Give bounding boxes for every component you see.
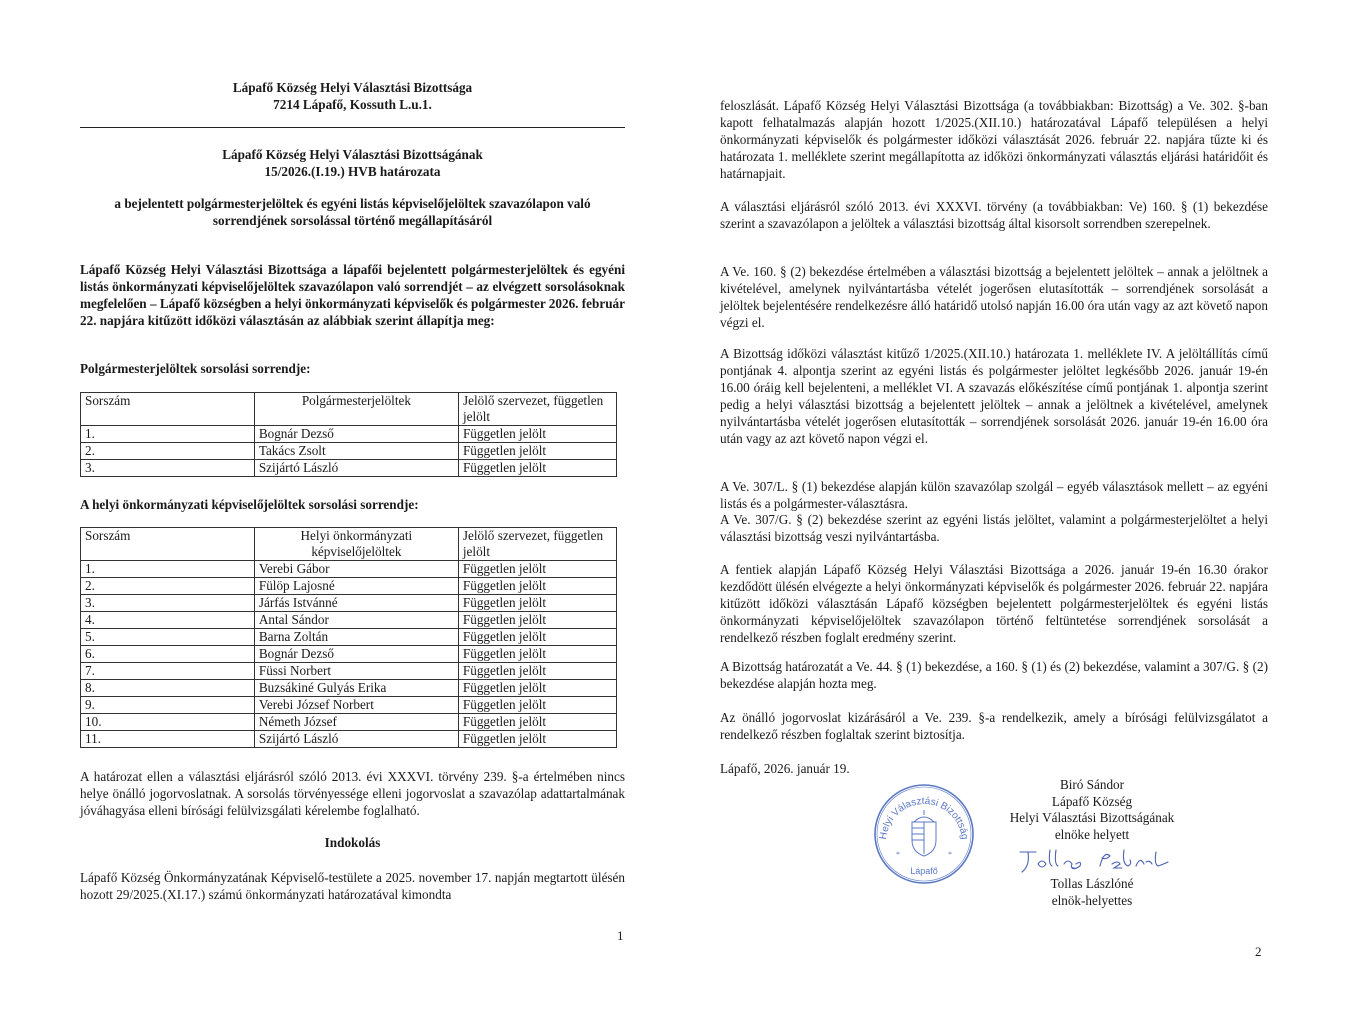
- page-number: 1: [617, 928, 624, 943]
- cell-org: Független jelölt: [458, 612, 616, 629]
- header-cell: Jelölő szervezet, független jelölt: [458, 528, 616, 561]
- cell-org: Független jelölt: [458, 697, 616, 714]
- reasoning-paragraph: Lápafő Község Önkormányzatának Képviselő-testülete a 2025. november 17. napján megtartott ülésén hozott 29/2025.(XI.17.) számú önkormányzati határozatával kimondta: [80, 870, 625, 902]
- remedy-paragraph: A határozat ellen a választási eljárásról szóló 2013. évi XXXVI. törvény 239. §-a értelmében nincs helye önálló jogorvoslatnak. A sorsolás törvényessége elleni jogorvoslat a szavazólap adattartalmának jóváhagyása elleni bírósági felülvizsgálati kérelembe foglalható.: [80, 769, 625, 818]
- paragraph-legal-basis: A Bizottság határozatát a Ve. 44. § (1) bekezdése, a 160. § (1) és (2) bekezdése, valamint a 307/G. § (2) bekezdése alapján hozta meg.: [720, 659, 1268, 691]
- table-row: [81, 646, 617, 663]
- paragraph-ve-160-2: A Ve. 160. § (2) bekezdése értelmében a választási bizottság a bejelentett jelöltek – annak a jelöltnek a kivételével, amelynek nyilvántartásba vételét jogerősen elutasították – sorrendjének sorsolását a jelöltek bejelentésére rendelkezésre álló határidő utolsó napján 16.00 óra után vagy az azt követő napon végzi el.: [720, 264, 1268, 330]
- document-page-2: [677, 0, 1354, 1025]
- table-header-row: [81, 393, 617, 426]
- council-heading: A helyi önkormányzati képviselőjelöltek sorsolási sorrendje:: [80, 497, 419, 512]
- stamp-ring-text: Helyi Választási Bizottság: [877, 795, 970, 841]
- paragraph-ve-307l: A Ve. 307/L. § (1) bekezdése alapján külön szavazólap szolgál – egyéb választások mellett – az egyéni listás és a polgármester-választásra.: [720, 479, 1268, 511]
- header-cell: Polgármesterjelöltek: [254, 393, 458, 426]
- table-row: [81, 460, 617, 477]
- cell-number: 3.: [81, 460, 255, 477]
- header-cell: Sorszám: [81, 393, 255, 426]
- cell-name: Verebi József Norbert: [254, 697, 458, 714]
- cell-number: 9.: [81, 697, 255, 714]
- signer-name: Tollas Lászlóné: [1050, 876, 1134, 891]
- cell-name: Buzsákiné Gulyás Erika: [254, 680, 458, 697]
- cell-name: Fülöp Lajosné: [254, 578, 458, 595]
- stamp-star-right: *: [948, 850, 952, 859]
- cell-number: 2.: [81, 443, 255, 460]
- page-number: 2: [1255, 944, 1262, 959]
- cell-number: 11.: [81, 731, 255, 748]
- header-address: 7214 Lápafő, Kossuth L.u.1.: [273, 97, 432, 112]
- table-row: [81, 629, 617, 646]
- cell-name: Füssi Norbert: [254, 663, 458, 680]
- cell-name: Antal Sándor: [254, 612, 458, 629]
- cell-org: Független jelölt: [458, 731, 616, 748]
- table-row: [81, 561, 617, 578]
- council-candidates-table: [80, 527, 617, 748]
- paragraph-remedy-exclusion: Az önálló jogorvoslat kizárásáról a Ve. 239. §-a rendelkezik, amely a bírósági felülvizsgálatot a rendelkező részben foglaltak szerint biztosítja.: [720, 710, 1268, 742]
- paragraph-ve-307g: A Ve. 307/G. § (2) bekezdése szerint az egyéni listás jelöltet, valamint a polgármesterjelöltet a helyi választási bizottság veszi nyilvántartásba.: [720, 512, 1268, 544]
- cell-number: 6.: [81, 646, 255, 663]
- decision-number: 15/2026.(I.19.) HVB határozata: [264, 164, 441, 179]
- cell-org: Független jelölt: [458, 595, 616, 612]
- cell-number: 5.: [81, 629, 255, 646]
- cell-org: Független jelölt: [458, 561, 616, 578]
- official-stamp: [872, 782, 976, 886]
- cell-number: 7.: [81, 663, 255, 680]
- signatory-name: Biró Sándor: [1059, 777, 1125, 792]
- cell-org: Független jelölt: [458, 714, 616, 731]
- table-row: [81, 578, 617, 595]
- cell-number: 3.: [81, 595, 255, 612]
- cell-number: 8.: [81, 680, 255, 697]
- intro-paragraph: Lápafő Község Helyi Választási Bizottsága a lápafői bejelentett polgármesterjelöltek és egyéni listás önkormányzati képviselőjelöltek szavazólapon való sorrendjét – az elvégzett sorsolásoknak megfelelően – Lápafő községben a helyi önkormányzati képviselők és polgármester 2026. február 22. napjára kitűzött időközi választásán az alábbiak szerint állapítja meg:: [80, 262, 625, 328]
- cell-org: Független jelölt: [458, 578, 616, 595]
- table-row: [81, 680, 617, 697]
- cell-org: Független jelölt: [458, 426, 616, 443]
- paragraph-committee-deadline: A Bizottság időközi választást kitűző 1/2025.(XII.10.) határozata 1. melléklete IV. A jelöltállítás című pontjának 4. alpontja szerint az egyéni listás és polgármester jelöltet legkésőbb 2026. január 19-én 16.00 óráig kell bejelenteni, a melléklet VI. A szavazás előkészítése című pontjának 1. alpontja szerint pedig a helyi választási bizottság a bejelentett jelöltek – annak a jelöltnek a kivételével, amelynek nyilvántartásba vételét jogerősen elutasították – sorrendjének sorsolását 2026. január 19-én 16.00 óra után vagy az azt követő napon végzi el.: [720, 346, 1268, 446]
- signatory-line4: elnöke helyett: [1054, 827, 1130, 842]
- cell-name: Takács Zsolt: [254, 443, 458, 460]
- signatory-line2: Lápafő Község: [1051, 794, 1133, 809]
- cell-number: 1.: [81, 426, 255, 443]
- signer-title: elnök-helyettes: [1051, 893, 1133, 908]
- reasoning-heading: Indokolás: [324, 835, 381, 850]
- header-divider: [80, 127, 625, 128]
- decision-issuer: Lápafő Község Helyi Választási Bizottságának: [222, 147, 483, 162]
- cell-name: Szijártó László: [254, 460, 458, 477]
- mayor-candidates-table: [80, 392, 617, 477]
- stamp-bottom-text: Lápafő: [910, 866, 938, 876]
- paragraph-dissolution: feloszlását. Lápafő Község Helyi Választási Bizottsága (a továbbiakban: Bizottság) a Ve. 302. §-ban kapott felhatalmazás alapján hozott 1/2025.(XII.10.) határozatával Lápafő településen a helyi önkormányzati képviselők és polgármester időközi választását 2026. február 22. napjára tűzte ki és határozata 1. melléklete szerint megállapította az időközi önkormányzati választás eljárási határidőit és határnapjait.: [720, 98, 1268, 181]
- table-row: [81, 443, 617, 460]
- cell-name: Járfás Istvánné: [254, 595, 458, 612]
- paragraph-ve-160-1: A választási eljárásról szóló 2013. évi XXXVI. törvény (a továbbiakban: Ve) 160. § (1) bekezdése szerint a szavazólapon a jelöltek a választási bizottság által kisorsolt sorrendben szerepelnek.: [720, 199, 1268, 231]
- place-date: Lápafő, 2026. január 19.: [720, 761, 850, 776]
- table-header-row: [81, 528, 617, 561]
- paragraph-draw-conclusion: A fentiek alapján Lápafő Község Helyi Választási Bizottsága a 2026. január 19-én 16.30 órakor kezdődött ülésén elvégezte a helyi önkormányzati képviselők és polgármester 2026. február 22. napjára kitűzött időközi választásán Lápafő községben bejelentett polgármesterjelöltek és egyéni listás önkormányzati képviselőjelöltek szavazólapon történő feltüntetése sorrendjének sorsolását a rendelkező részben foglalt eredmény szerint.: [720, 562, 1268, 645]
- cell-name: Szijártó László: [254, 731, 458, 748]
- table-row: [81, 595, 617, 612]
- cell-org: Független jelölt: [458, 646, 616, 663]
- cell-number: 2.: [81, 578, 255, 595]
- cell-org: Független jelölt: [458, 663, 616, 680]
- table-row: [81, 731, 617, 748]
- cell-name: Bognár Dezső: [254, 426, 458, 443]
- cell-number: 4.: [81, 612, 255, 629]
- cell-name: Verebi Gábor: [254, 561, 458, 578]
- header-cell: Sorszám: [81, 528, 255, 561]
- table-row: [81, 714, 617, 731]
- cell-org: Független jelölt: [458, 443, 616, 460]
- council-rows: [81, 561, 617, 748]
- table-row: [81, 697, 617, 714]
- cell-name: Németh József: [254, 714, 458, 731]
- header-cell: Jelölő szervezet, független jelölt: [458, 393, 616, 426]
- table-row: [81, 612, 617, 629]
- cell-number: 1.: [81, 561, 255, 578]
- cell-org: Független jelölt: [458, 680, 616, 697]
- decision-subject: a bejelentett polgármesterjelöltek és egyéni listás képviselőjelöltek szavazólapon való sorrendjének sorsolással történő megállapításáról: [114, 196, 591, 228]
- cell-org: Független jelölt: [458, 460, 616, 477]
- stamp-star-left: *: [896, 850, 900, 859]
- handwritten-signature: [1012, 842, 1172, 876]
- mayor-heading: Polgármesterjelöltek sorsolási sorrendje:: [80, 361, 311, 376]
- header-org: Lápafő Község Helyi Választási Bizottsága: [232, 80, 473, 95]
- cell-name: Bognár Dezső: [254, 646, 458, 663]
- cell-number: 10.: [81, 714, 255, 731]
- signatory-line3: Helyi Választási Bizottságának: [1009, 810, 1175, 825]
- cell-name: Barna Zoltán: [254, 629, 458, 646]
- table-row: [81, 426, 617, 443]
- header-cell: Helyi önkormányzati képviselőjelöltek: [254, 528, 458, 561]
- cell-org: Független jelölt: [458, 629, 616, 646]
- table-row: [81, 663, 617, 680]
- coat-of-arms-icon: [912, 810, 936, 856]
